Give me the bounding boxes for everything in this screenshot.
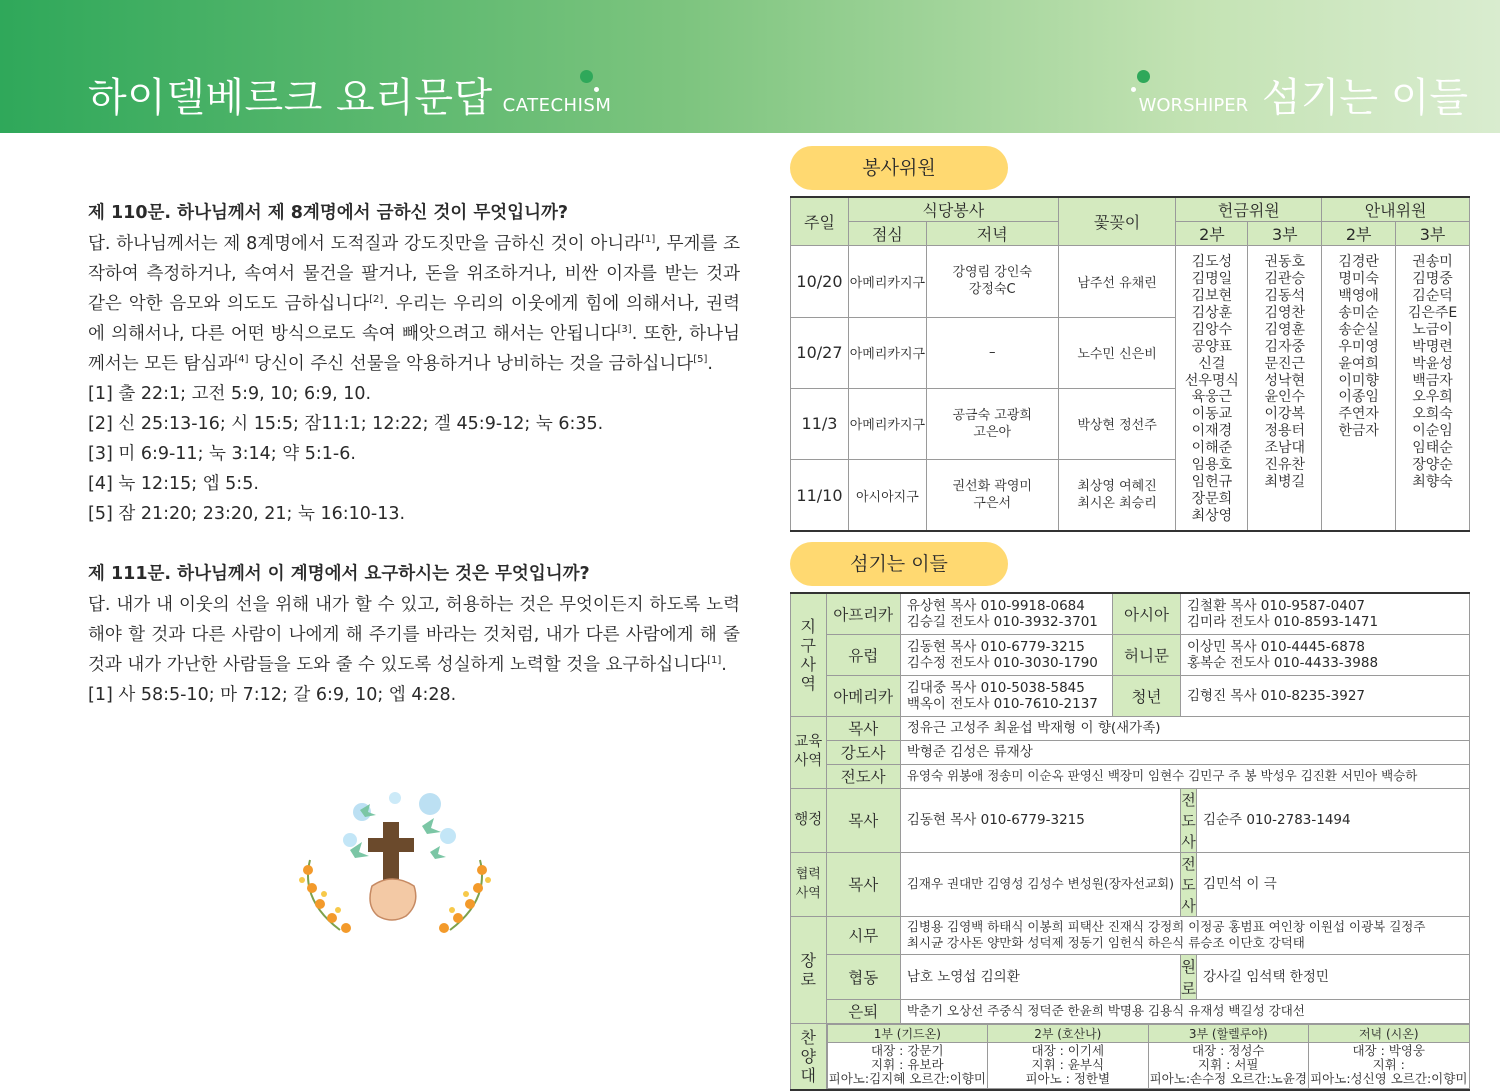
col-dinner: 저녁 — [926, 222, 1058, 246]
offering-2-list — [1176, 246, 1248, 531]
name-item: 김순덕 — [1412, 288, 1453, 305]
question-111: 제 111문. 하나님께서 이 계명에서 요구하시는 것은 무엇입니까? — [88, 564, 590, 584]
name-item: 김은주E — [1407, 304, 1458, 321]
name-item: 육웅근 — [1191, 389, 1233, 406]
reference-line: [1] 사 58:5-10; 마 7:12; 갈 6:9, 10; 엡 4:28. — [88, 685, 457, 705]
choir-label: 찬양대 — [791, 1023, 827, 1090]
name-item: 김도성 — [1191, 254, 1233, 271]
col-date: 주일 — [791, 197, 849, 246]
reference-line: [5] 잠 21:20; 23:20, 21; 눅 16:10-13. — [88, 504, 406, 524]
name-item: 송순실 — [1338, 321, 1379, 338]
name-item: 정용터 — [1264, 423, 1306, 440]
col-offering-3: 3부 — [1248, 222, 1322, 246]
col-usher-3: 3부 — [1396, 222, 1470, 246]
name-item: 오희숙 — [1412, 406, 1453, 423]
table-row: 11/10 아시아지구 권선화 곽영미 구은서 최상영 여혜진 최시온 최승리 — [791, 460, 1470, 531]
usher-2-list — [1322, 246, 1396, 531]
name-item: 이순임 — [1412, 423, 1453, 440]
name-item: 공양표 — [1191, 338, 1233, 355]
col-cafeteria: 식당봉사 — [848, 197, 1058, 222]
catechism-title: 하이델베르크 요리문답 CATECHISM — [88, 75, 612, 121]
col-flower: 꽃꽂이 — [1058, 197, 1176, 246]
decor-dot-icon — [1131, 87, 1136, 92]
volunteers-pill: 봉사위원 — [790, 146, 1008, 190]
name-item: 선우명식 — [1184, 372, 1239, 389]
volunteers-table — [790, 196, 1470, 532]
name-item: 김명중 — [1412, 271, 1453, 288]
name-item: 장양순 — [1412, 457, 1453, 474]
name-item: 백금자 — [1412, 372, 1453, 389]
name-item: 송미순 — [1338, 304, 1379, 321]
question-110: 제 110문. 하나님께서 제 8계명에서 금하신 것이 무엇입니까? — [88, 203, 569, 223]
name-item: 김앙수 — [1191, 321, 1233, 338]
name-item: 박명련 — [1412, 338, 1453, 355]
reference-line: [4] 눅 12:15; 엡 5:5. — [88, 474, 259, 494]
name-item: 김영찬 — [1264, 304, 1306, 321]
name-item: 최상영 — [1191, 507, 1233, 524]
name-item: 오우희 — [1412, 389, 1453, 406]
name-item: 박윤성 — [1412, 355, 1453, 372]
choir-table: 1부 (기드온) 2부 (호산나) 3부 (할렐루야) 저녁 (시온) 대장 : 강문기 지휘 : 유보라 피아노:김지혜 오르간:이향미 대장 : 이기세 지휘 : 윤부식 피아노 : 정한별 대장 : 정성수 지휘 : 서필 피아노:손수정 오르간:노윤경 대장 : 박영웅 지휘 : 피아노:성신영 오르간:이향미 — [827, 1024, 1470, 1089]
name-item: 최향숙 — [1412, 473, 1453, 490]
name-item: 신걸 — [1198, 355, 1226, 372]
catechism-subtitle: CATECHISM — [502, 95, 612, 116]
name-item: 이미향 — [1338, 372, 1379, 389]
servers-pill: 섬기는 이들 — [790, 542, 1008, 586]
usher-3-list — [1396, 246, 1470, 531]
name-item: 윤여희 — [1338, 355, 1379, 372]
elder-label: 장로 — [791, 916, 827, 1023]
name-item: 최병길 — [1264, 473, 1306, 490]
col-lunch: 점심 — [848, 222, 926, 246]
name-item: 이동교 — [1191, 406, 1233, 423]
name-item: 김보현 — [1191, 288, 1233, 305]
name-item: 진유찬 — [1264, 457, 1306, 474]
name-item: 성낙현 — [1264, 372, 1306, 389]
name-item: 권송미 — [1412, 254, 1453, 271]
servers-table: 지구사역 아프리카 유상현 목사 010-9918-0684 김승길 전도사 010-3932-3701 아시아 김철환 목사 010-9587-0407 김미라 전도사 010-8593-1471 유럽 김동현 목사 010-6779-3215 김수정 전도사 010-3030-1790 허니문 이상민 목사 010-4445-6878 홍복순 전도사 010-4433-3988 아메리카 김대중 목사 010-5038-5845 백옥이 전도사 010-7610-2137 청년 김형진 목사 010-8235-3927 교육사역 목사 정유근 고성주 최윤섭 박재형 이 향(새가족) 강도사 박형준 김성은 류재상 전도사 유영숙 위봉애 정송미 이순옥 판영신 백장미 임현수 김민구 주 봉 박성우 김진환 서민아 백승하 행정 목사 김동현 목사 010-6779-3215 전도사 김순주 010-2783-1494 협력사역 목사 김재우 권대만 김영성 김성수 변성원(장자선교회) 전도사 김민석 이 극 장로 시무 김병용 김영백 하태식 이봉희 피택산 진재식 강정희 이정공 홍범표 여인창 이원섭 이광복 길정주 최시균 강사돈 양만화 성덕제 정동기 임헌식 하은식 류승조 이단호 강덕태 협동 남호 노영섭 김의환 원로 강사길 임석택 한정민 은퇴 박춘기 오상선 주중식 정덕준 한윤희 박명용 김용식 유재성 백길성 강대선 찬양대 1부 (기드온) 2부 (호산나) 3부 (할렐루야) 저녁 (시온) 대장 : 강문기 지휘 : 유보라 피아노:김지혜 오르간:이향미 대장 : 이기세 지휘 : 윤부식 피아노 : 정한별 대장 : 정성수 지휘 : 서필 피아노:손수정 오르간:노윤경 대장 : 박영웅 지휘 : 피아노:성신영 오르간:이향미 — [790, 592, 1470, 1091]
name-item: 문진근 — [1264, 355, 1306, 372]
name-item: 임용호 — [1191, 457, 1233, 474]
decor-dot-icon — [580, 70, 593, 83]
catechism-section — [88, 198, 740, 710]
page-header — [0, 0, 1500, 133]
offering-3-list — [1248, 246, 1322, 531]
name-item: 김동석 — [1264, 288, 1306, 305]
edu-label: 교육사역 — [791, 716, 827, 788]
name-item: 권동호 — [1264, 254, 1306, 271]
name-item: 김경란 — [1338, 254, 1379, 271]
col-offering-2: 2부 — [1176, 222, 1248, 246]
reference-line: [1] 출 22:1; 고전 5:9, 10; 6:9, 10. — [88, 384, 372, 404]
reference-line: [2] 신 25:13-16; 시 15:5; 잠11:1; 12:22; 겔 45:9-12; 눅 6:35. — [88, 414, 604, 434]
name-item: 임태순 — [1412, 440, 1453, 457]
cross-hands-illustration — [290, 790, 500, 940]
col-offering: 헌금위원 — [1176, 197, 1322, 222]
table-row: 10/20 아메리카지구 강영림 강인숙 강정숙C 남주선 유채린 김도성 김명일 김보현 김상훈 김앙수 공양표 신걸 선우명식 육웅근 이동교 이재경 이해준 임용호 임헌규 장문희 최상영 권동호 김관승 김동석 김영찬 김영훈 김자중 문진근 성낙현 윤인수 이강복 정용터 조남대 진유찬 최병길 김경란 명미숙 백영애 송미순 송순실 우미영 윤여희 이미향 이종임 주연자 한금자 권송미 김명중 김순덕 김은주E 노금이 박명련 박윤성 백금자 오우희 오희숙 이순임 임태순 장양순 최향숙 — [791, 246, 1470, 317]
answer-111: 답. 내가 내 이웃의 선을 위해 내가 할 수 있고, 허용하는 것은 무엇이든지 하도록 노력해야 할 것과 다른 사람이 나에게 해 주기를 바라는 것처럼, 내가 다른 사람에게 해 줄 것과 내가 가난한 사람들을 도와 줄 수 있도록 성실하게 노력할 것을 요구하십니다[1]. — [88, 595, 740, 675]
name-item: 이강복 — [1264, 406, 1306, 423]
worshiper-title: WORSHIPER 섬기는 이들 — [1138, 75, 1468, 121]
name-item: 김상훈 — [1191, 304, 1233, 321]
name-item: 조남대 — [1264, 440, 1306, 457]
name-item: 임헌규 — [1191, 473, 1233, 490]
name-item: 김명일 — [1191, 271, 1233, 288]
name-item: 노금이 — [1412, 321, 1453, 338]
answer-110: 답. 하나님께서는 제 8계명에서 도적질과 강도짓만을 금하신 것이 아니라[1], 무게를 조작하여 측정하거나, 속여서 물건을 팔거나, 돈을 위조하거나, 비싼 이자를 받는 것과 같은 악한 음모와 의도도 금하십니다[2]. 우리는 우리의 이웃에게 힘에 의해서나, 권력에 의해서나, 다른 어떤 방식으로도 속여 빼앗으려고 해서는 안됩니다[3]. 또한, 하나님께서는 모든 탐심과[4] 당신이 주신 선물을 악용하거나 낭비하는 것을 금하십니다[5]. — [88, 234, 740, 374]
district-label: 지구사역 — [791, 593, 827, 716]
name-item: 윤인수 — [1264, 389, 1306, 406]
name-item: 김자중 — [1264, 338, 1306, 355]
name-item: 백영애 — [1338, 288, 1379, 305]
name-item: 우미영 — [1338, 338, 1379, 355]
name-item: 이해준 — [1191, 440, 1233, 457]
decor-dot-icon — [1137, 70, 1150, 83]
worshiper-subtitle: WORSHIPER — [1138, 95, 1249, 116]
name-item: 주연자 — [1338, 406, 1379, 423]
name-item: 김영훈 — [1264, 321, 1306, 338]
col-usher-2: 2부 — [1322, 222, 1396, 246]
name-item: 이종임 — [1338, 389, 1379, 406]
reference-line: [3] 미 6:9-11; 눅 3:14; 약 5:1-6. — [88, 444, 356, 464]
col-usher: 안내위원 — [1322, 197, 1470, 222]
table-row: 11/3 아메리카지구 공금숙 고광희 고은아 박상현 정선주 — [791, 388, 1470, 459]
table-row: 10/27 아메리카지구 – 노수민 신은비 — [791, 317, 1470, 388]
name-item: 명미숙 — [1338, 271, 1379, 288]
name-item: 김관승 — [1264, 271, 1306, 288]
name-item: 이재경 — [1191, 423, 1233, 440]
name-item: 장문희 — [1191, 490, 1233, 507]
name-item: 한금자 — [1338, 423, 1379, 440]
decor-dot-icon — [594, 87, 599, 92]
